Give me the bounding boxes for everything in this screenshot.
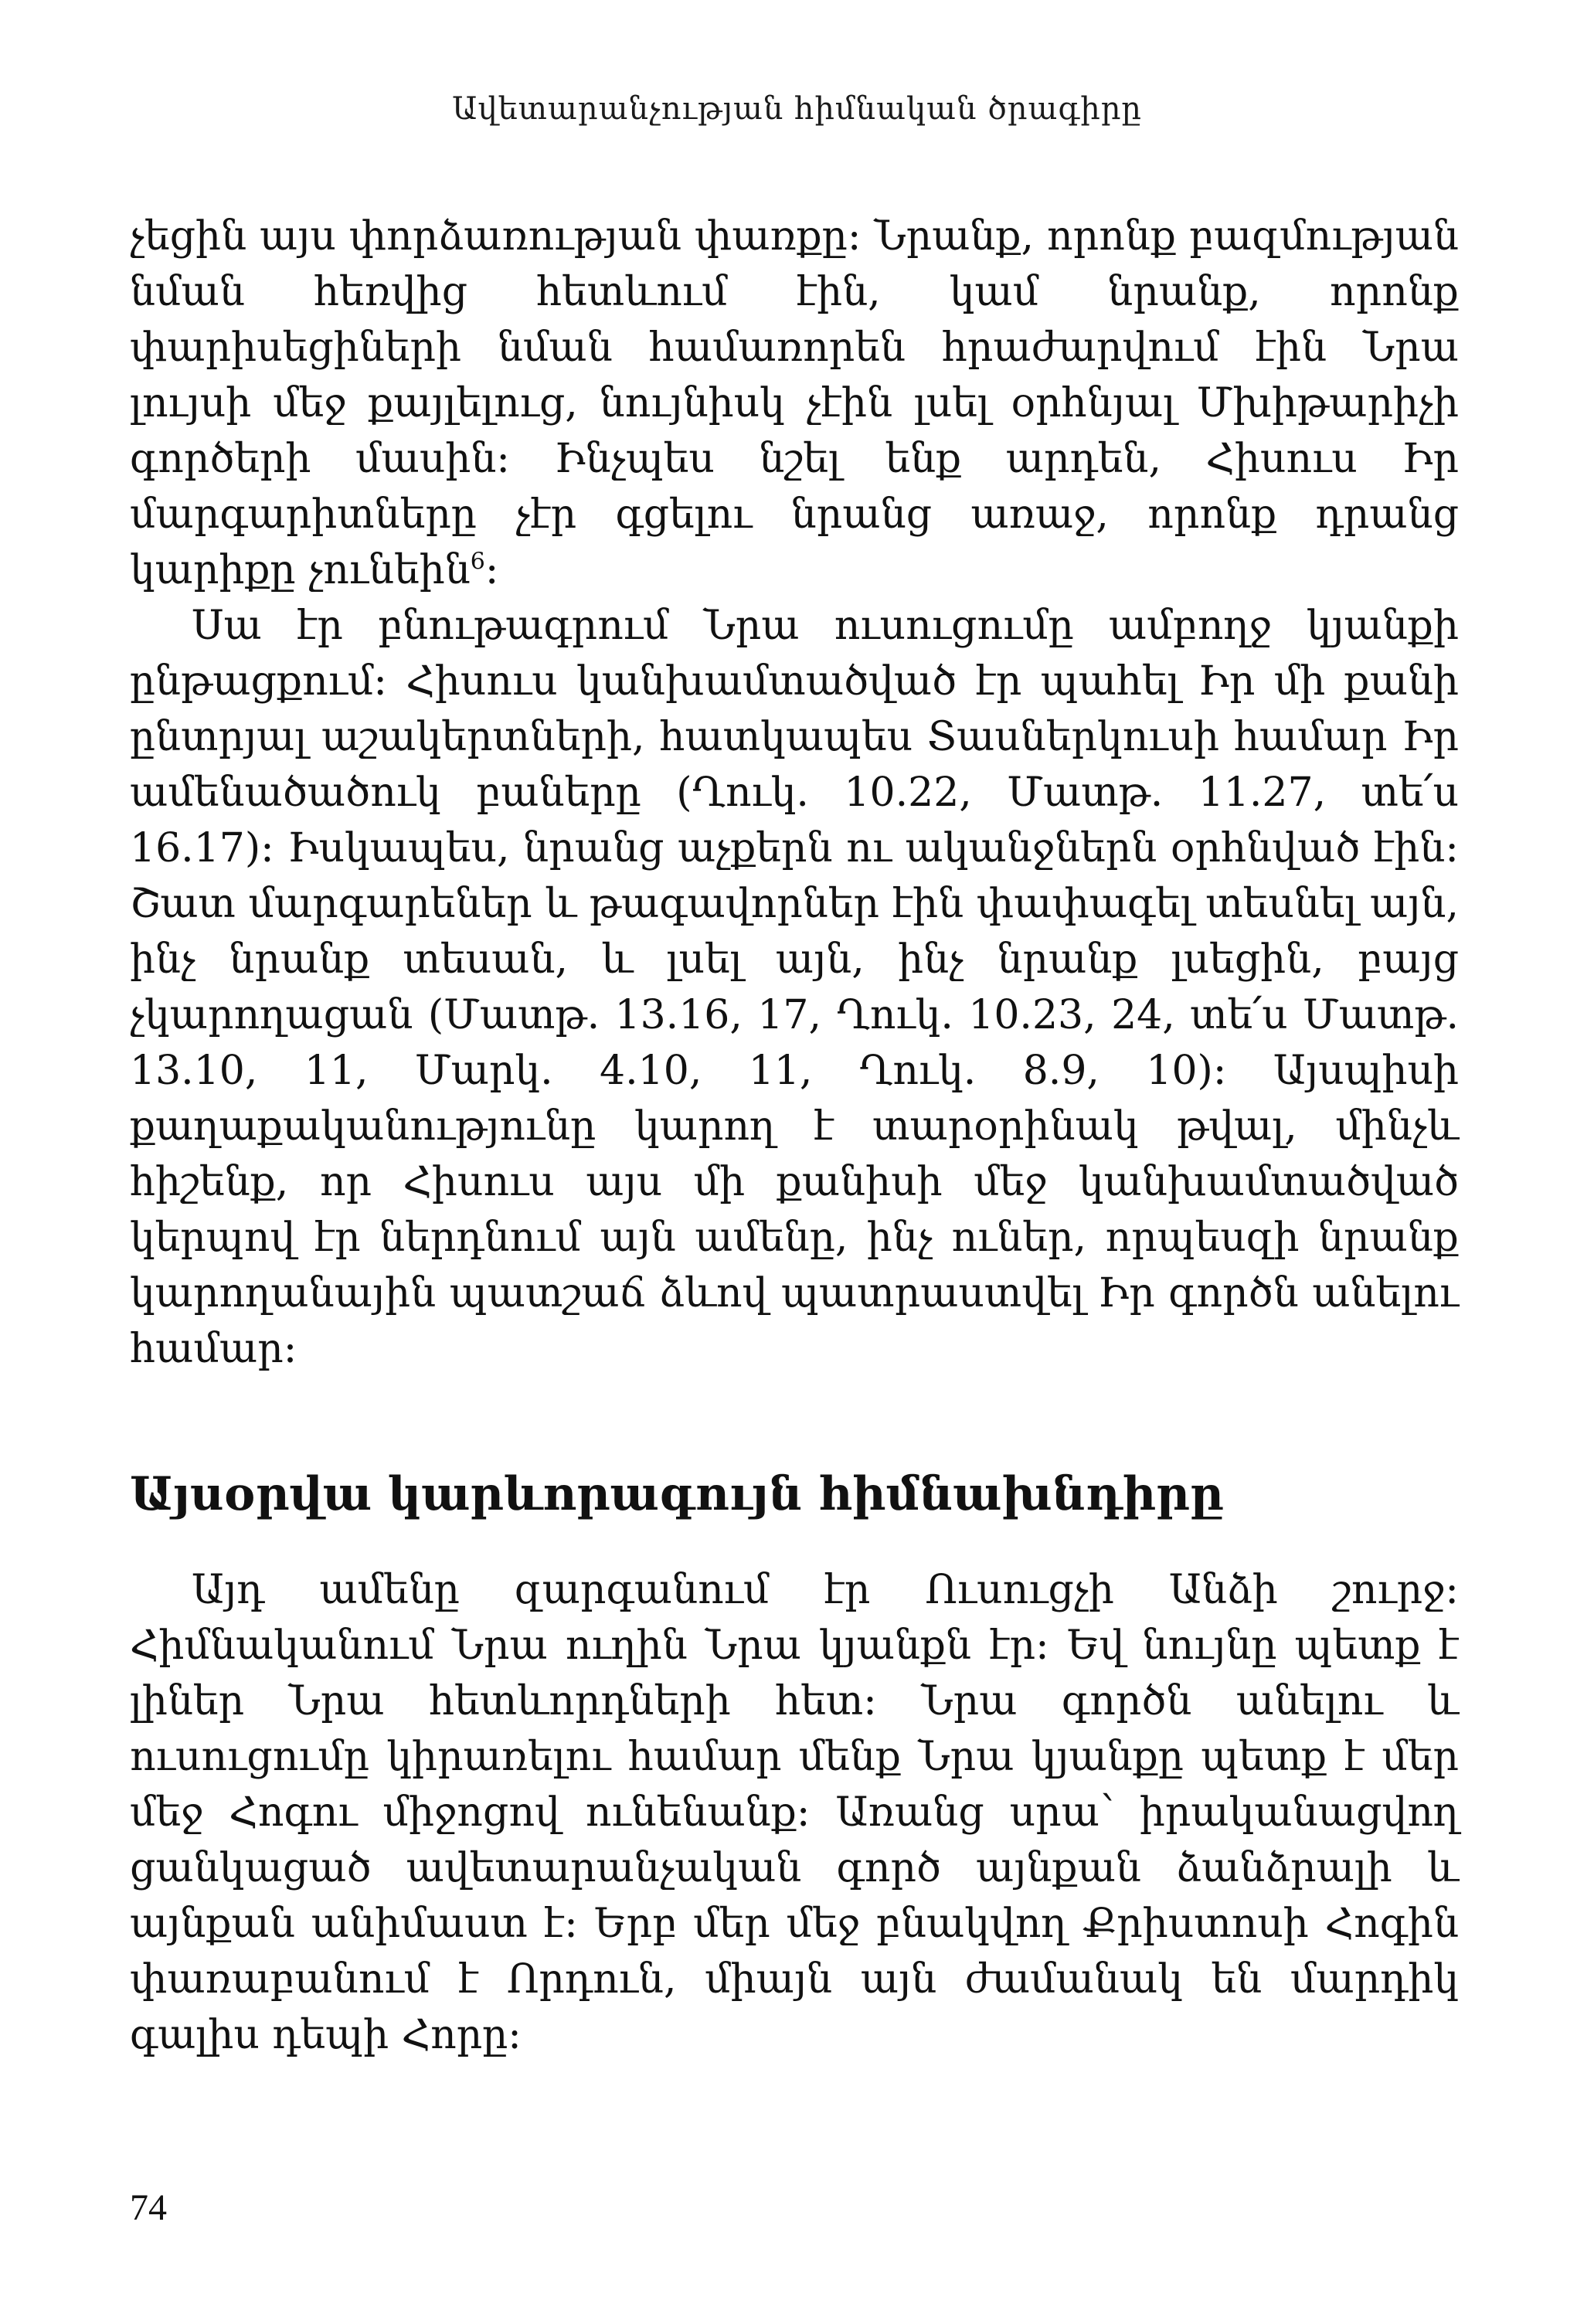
paragraph-continued <box>130 209 1459 598</box>
paragraph-tail: ։ <box>484 547 499 593</box>
running-head: Ավետարանչության հիմնական ծրագիրը <box>452 91 1142 127</box>
page-number: 74 <box>130 2187 167 2228</box>
paragraph: Սա էր բնութագրում Նրա ուսուցումը ամբողջ կյանքի ընթացքում։ Հիսուս կանխամտածված էր պահել Իր մի քանի ընտրյալ աշակերտների, հատկապես Տասներկուսի համար Իր ամենածածուկ բաները (Ղուկ. 10.22, Մատթ. 11.27, տե՛ս 16.17)։ Իսկապես, նրանց աչքերն ու ականջներն օրհնված էին։ Շատ մարգարեներ և թագավորներ էին փափագել տեսնել այն, ինչ նրանք տեսան, և լսել այն, ինչ նրանք լսեցին, բայց չկարողացան (Մատթ. 13.16, 17, Ղուկ. 10.23, 24, տե՛ս Մատթ. 13.10, 11, Մարկ. 4.10, 11, Ղուկ. 8.9, 10)։ Այսպիսի քաղաքականությունը կարող է տարօրինակ թվալ, մինչև հիշենք, որ Հիսուս այս մի քանիսի մեջ կանխամտածված կերպով էր ներդնում այն ամենը, ինչ ուներ, որպեսզի նրանք կարողանային պատշաճ ձևով պատրաստվել Իր գործն անելու համար։ <box>130 603 1459 1372</box>
paragraph: Այդ ամենը զարգանում էր Ուսուցչի Անձի շուրջ։ Հիմնականում Նրա ուղին Նրա կյանքն էր։ Եվ նույնը պետք է լիներ Նրա հետևորդների հետ։ Նրա գործն անելու և ուսուցումը կիրառելու համար մենք Նրա կյանքը պետք է մեր մեջ Հոգու միջոցով ունենանք։ Առանց սրա՝ իրականացվող ցանկացած ավետարանչական գործ այնքան ձանձրալի և այնքան անիմաստ է։ Երբ մեր մեջ բնակվող Քրիստոսի Հոգին փառաբանում է Որդուն, միայն այն ժամանակ են մարդիկ գալիս դեպի Հորը։ <box>130 1567 1459 2058</box>
footnote-marker: 6 <box>470 548 485 576</box>
page-body <box>130 209 1459 2063</box>
paragraph-text: չեցին այս փորձառության փառքը։ Նրանք, որոնք բազմության նման հեռվից հետևում էին, կամ նրանք, որոնք փարիսեցիների նման համառորեն հրաժարվում էին Նրա լույսի մեջ քայլելուց, նույնիսկ չէին լսել օրհնյալ Մխիթարիչի գործերի մասին։ Ինչպես նշել ենք արդեն, Հիսուս Իր մարգարիտները չէր գցելու նրանց առաջ, որոնք դրանց կարիքը չունեին <box>130 213 1459 593</box>
section-heading: Այսօրվա կարևորագույն հիմնախնդիրը <box>130 1467 1224 1521</box>
